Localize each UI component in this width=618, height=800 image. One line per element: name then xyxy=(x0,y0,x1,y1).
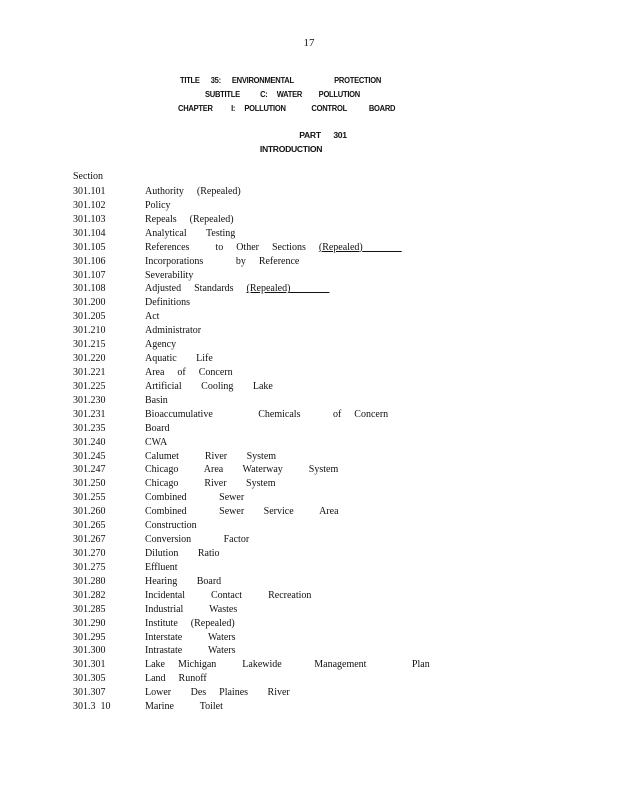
section-title xyxy=(145,561,178,575)
section-title xyxy=(145,227,235,241)
section-title xyxy=(145,296,190,310)
section-title-text: Incorporations by Reference xyxy=(145,255,300,267)
section-number: 301.102 xyxy=(73,199,106,211)
section-number: 301.255 xyxy=(73,492,106,504)
toc-row xyxy=(73,519,593,533)
section-title xyxy=(145,463,338,477)
toc-row xyxy=(73,185,593,199)
section-title xyxy=(145,185,241,199)
part-heading: PART 301 xyxy=(299,130,347,140)
toc-row xyxy=(73,338,593,352)
toc-row xyxy=(73,241,593,255)
section-number: 301.300 xyxy=(73,645,106,657)
section-number: 301.305 xyxy=(73,673,106,685)
toc-row xyxy=(73,269,593,283)
section-note: (Repealed) xyxy=(246,283,291,295)
table-of-contents xyxy=(73,185,593,714)
toc-row xyxy=(73,450,593,464)
section-title xyxy=(145,519,197,533)
toc-row xyxy=(73,561,593,575)
section-number: 301.231 xyxy=(73,408,106,420)
section-number: 301.285 xyxy=(73,603,106,615)
toc-row xyxy=(73,394,593,408)
toc-row xyxy=(73,436,593,450)
section-title-text: Land Runoff xyxy=(145,673,207,685)
section-title-text: Aquatic Life xyxy=(145,353,213,365)
toc-row xyxy=(73,199,593,213)
toc-row xyxy=(73,575,593,589)
section-title-text: Calumet River System xyxy=(145,450,277,462)
section-title xyxy=(145,269,193,283)
section-title xyxy=(145,241,402,255)
section-number: 301.250 xyxy=(73,478,106,490)
section-title-text: Severability xyxy=(145,269,194,281)
section-title-text: Chicago Area Waterway System xyxy=(145,464,339,476)
section-number: 301.215 xyxy=(73,339,106,351)
section-title xyxy=(145,617,235,631)
section-title-text: References to Other Sections xyxy=(145,241,306,253)
section-title-text: Agency xyxy=(145,339,177,351)
section-title-text: Artificial Cooling Lake xyxy=(145,380,273,392)
toc-row xyxy=(73,547,593,561)
toc-row xyxy=(73,533,593,547)
toc-row xyxy=(73,310,593,324)
section-number: 301.282 xyxy=(73,589,106,601)
toc-row xyxy=(73,227,593,241)
section-title xyxy=(145,505,339,519)
toc-row xyxy=(73,491,593,505)
section-title-text: Chicago River System xyxy=(145,478,276,490)
section-number: 301.106 xyxy=(73,255,106,267)
section-title xyxy=(145,199,171,213)
section-title-text: Repeals xyxy=(145,213,177,225)
toc-row xyxy=(73,603,593,617)
toc-row xyxy=(73,380,593,394)
section-number: 301.245 xyxy=(73,450,106,462)
toc-row xyxy=(73,324,593,338)
section-number: 301.290 xyxy=(73,617,106,629)
section-title-text: Hearing Board xyxy=(145,575,222,587)
section-title xyxy=(145,352,213,366)
toc-row xyxy=(73,422,593,436)
section-number: 301.200 xyxy=(73,297,106,309)
section-heading: Section xyxy=(73,171,103,182)
toc-row xyxy=(73,505,593,519)
section-note: (Repealed) xyxy=(318,241,363,253)
section-title-text: Effluent xyxy=(145,561,178,573)
section-title xyxy=(145,672,207,686)
toc-row xyxy=(73,617,593,631)
toc-row xyxy=(73,282,593,296)
section-title xyxy=(145,603,237,617)
section-number: 301.280 xyxy=(73,575,106,587)
section-number: 301.107 xyxy=(73,269,106,281)
section-note: (Repealed) xyxy=(189,213,234,225)
section-title-text: Industrial Wastes xyxy=(145,603,238,615)
toc-row xyxy=(73,366,593,380)
section-number: 301.225 xyxy=(73,380,106,392)
section-title xyxy=(145,213,234,227)
section-number: 301.295 xyxy=(73,631,106,643)
section-title-text: Dilution Ratio xyxy=(145,547,220,559)
title-line: TITLE 35: ENVIRONMENTAL PROTECTION xyxy=(180,75,382,85)
section-title-text: Area of Concern xyxy=(145,366,233,378)
toc-row xyxy=(73,672,593,686)
section-number: 301.247 xyxy=(73,464,106,476)
section-title-text: Bioaccumulative Chemicals of Concern xyxy=(145,408,389,420)
section-title-text: Analytical Testing xyxy=(145,227,236,239)
section-title-text: Intrastate Waters xyxy=(145,645,236,657)
section-number: 301.104 xyxy=(73,227,106,239)
section-title-text: Marine Toilet xyxy=(145,701,223,713)
toc-row xyxy=(73,477,593,491)
section-title-text: Institute xyxy=(145,617,178,629)
section-note: (Repealed) xyxy=(190,617,235,629)
toc-row xyxy=(73,213,593,227)
section-title-text: Policy xyxy=(145,199,171,211)
section-title-text: Combined Sewer xyxy=(145,492,245,504)
section-title-text: Authority xyxy=(145,186,184,197)
section-title xyxy=(145,422,169,436)
section-title-text: Definitions xyxy=(145,297,190,309)
toc-row xyxy=(73,631,593,645)
section-title xyxy=(145,394,168,408)
section-title xyxy=(145,658,430,672)
section-title xyxy=(145,310,159,324)
section-title xyxy=(145,408,388,422)
section-title xyxy=(145,686,290,700)
toc-row xyxy=(73,463,593,477)
toc-row xyxy=(73,408,593,422)
section-title-text: Lower Des Plaines River xyxy=(145,687,290,699)
section-number: 301.103 xyxy=(73,213,106,225)
section-number: 301.275 xyxy=(73,561,106,573)
section-title xyxy=(145,533,249,547)
toc-row xyxy=(73,658,593,672)
subtitle-line: SUBTITLE C: WATER POLLUTION xyxy=(205,89,360,99)
section-title-text: Interstate Waters xyxy=(145,631,236,643)
section-title xyxy=(145,338,176,352)
section-title-text: CWA xyxy=(145,436,168,448)
section-title-text: Lake Michigan Lakewide Management Plan xyxy=(145,659,430,671)
section-title-text: Conversion Factor xyxy=(145,534,250,546)
section-title xyxy=(145,631,236,645)
section-note: (Repealed) xyxy=(196,186,241,197)
section-title xyxy=(145,324,201,338)
toc-row xyxy=(73,589,593,603)
section-title xyxy=(145,644,236,658)
section-number: 301.221 xyxy=(73,366,106,378)
section-title xyxy=(145,450,276,464)
section-number: 301.270 xyxy=(73,547,106,559)
section-title xyxy=(145,366,233,380)
part-title: INTRODUCTION xyxy=(259,144,323,154)
section-number: 301.210 xyxy=(73,325,106,337)
toc-row xyxy=(73,686,593,700)
section-title-text: Construction xyxy=(145,520,197,532)
section-number: 301.307 xyxy=(73,687,106,699)
section-number: 301.260 xyxy=(73,506,106,518)
section-title xyxy=(145,477,276,491)
section-title-text: Act xyxy=(145,311,160,323)
section-number: 301.108 xyxy=(73,283,106,295)
section-title-text: Board xyxy=(145,422,170,434)
section-title-text: Basin xyxy=(145,394,168,406)
section-number: 301.267 xyxy=(73,534,106,546)
underline-pad xyxy=(363,242,402,253)
section-number: 301.101 xyxy=(73,186,106,197)
section-title xyxy=(145,589,311,603)
section-number: 301.265 xyxy=(73,520,106,532)
section-number: 301.220 xyxy=(73,353,106,365)
section-number: 301.3 10 xyxy=(73,701,111,713)
section-number: 301.235 xyxy=(73,422,106,434)
section-title xyxy=(145,491,244,505)
toc-row xyxy=(73,296,593,310)
chapter-line: CHAPTER I: POLLUTION CONTROL BOARD xyxy=(178,103,396,113)
section-title xyxy=(145,547,220,561)
section-title xyxy=(145,255,299,269)
section-title xyxy=(145,282,329,296)
toc-row xyxy=(73,255,593,269)
section-title xyxy=(145,380,273,394)
section-title-text: Administrator xyxy=(145,325,202,337)
section-number: 301.240 xyxy=(73,436,106,448)
section-title xyxy=(145,575,221,589)
page-number: 17 xyxy=(303,37,315,49)
toc-row xyxy=(73,644,593,658)
section-title-text: Adjusted Standards xyxy=(145,283,234,295)
toc-row xyxy=(73,352,593,366)
underline-pad xyxy=(290,283,329,294)
section-title-text: Incidental Contact Recreation xyxy=(145,589,312,601)
section-number: 301.205 xyxy=(73,311,106,323)
section-number: 301.105 xyxy=(73,241,106,253)
section-title xyxy=(145,436,167,450)
section-title xyxy=(145,700,223,714)
toc-row xyxy=(73,700,593,714)
section-number: 301.301 xyxy=(73,659,106,671)
section-title-text: Combined Sewer Service Area xyxy=(145,506,339,518)
section-number: 301.230 xyxy=(73,394,106,406)
